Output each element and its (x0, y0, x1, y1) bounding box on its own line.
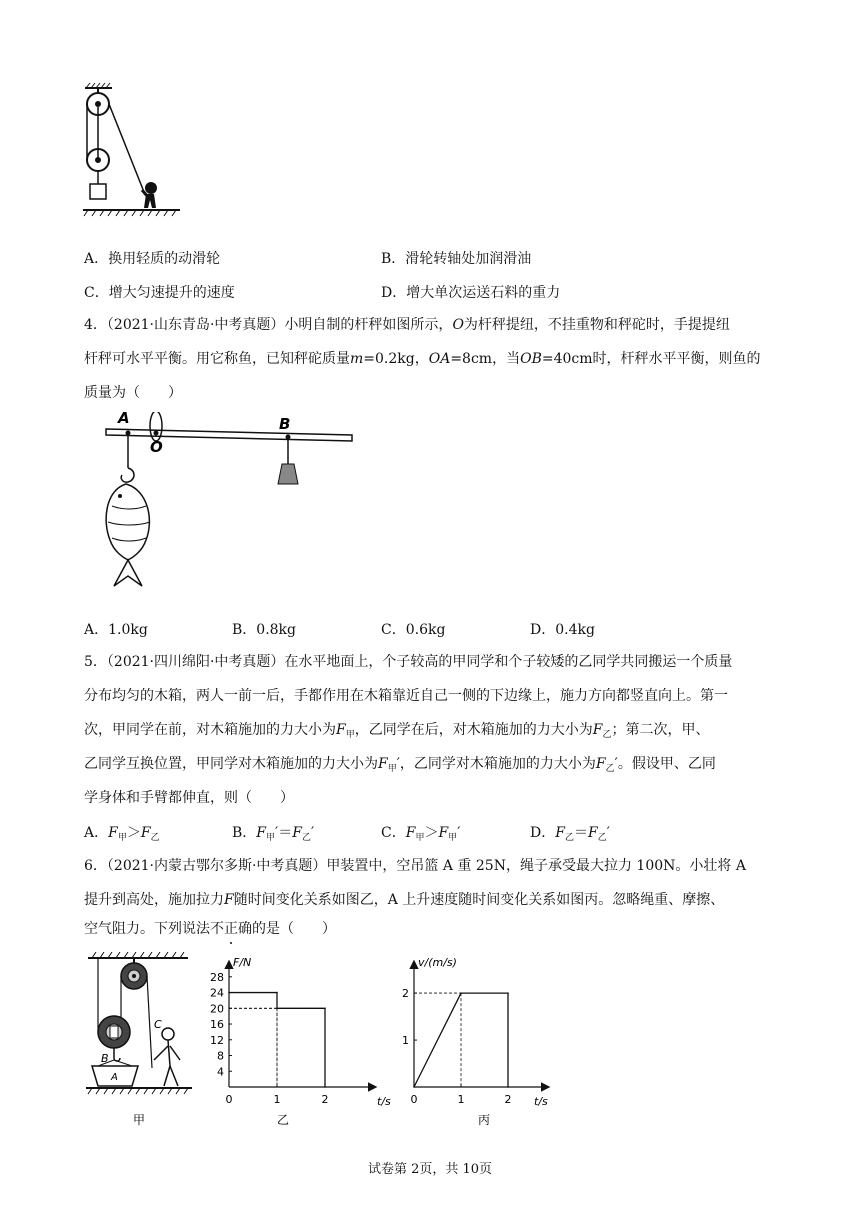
q4-stem-line-2: 杆秤可水平平衡。用它称鱼，已知秤砣质量m=0.2kg，OA=8cm，当OB=40cm时，杆秤水平平衡，则鱼的 (84, 351, 761, 367)
y-tick-label: 20 (210, 1002, 224, 1016)
y-axis-label: v/(m/s) (418, 956, 457, 969)
q5-stem-line-1: 5．（2021·四川绵阳·中考真题）在水平地面上，个子较高的甲同学和个子较矮的乙同学共同搬运一个质量 (84, 654, 733, 670)
data-point (507, 992, 509, 994)
emphasis-dots: 不正确 (210, 921, 252, 937)
q4-option-d[interactable]: D．0.4kg (530, 622, 595, 638)
q4-option-c[interactable]: C．0.6kg (381, 622, 446, 638)
q4-stem-line-1: 4．（2021·山东青岛·中考真题）小明自制的杆秤如图所示，O为杆秤提纽，不挂重物和秤砣时，手提提纽 (84, 317, 730, 333)
option-text: 增大单次运送石料的重力 (406, 285, 561, 301)
data-point (324, 1086, 326, 1088)
data-point (228, 992, 230, 994)
label-o: O (150, 438, 163, 456)
q4-option-b[interactable]: B．0.8kg (232, 622, 297, 638)
q4-option-a[interactable]: A．1.0kg (84, 622, 148, 638)
q5-option-a[interactable]: A．$F_甲>F_乙$ (84, 825, 160, 843)
caption-jia: 甲 (132, 1113, 146, 1127)
q6-figure-jia (84, 952, 194, 1130)
option-text: 滑轮转轴处加润滑油 (405, 251, 532, 267)
y-tick-label: 16 (210, 1018, 224, 1032)
x-tick-label: 1 (457, 1093, 465, 1106)
q5-stem-line-3: 次，甲同学在前，对木箱施加的力大小为$F_甲$，乙同学在后，对木箱施加的力大小为$F_乙$；第二次，甲、 (84, 722, 710, 740)
q6-stem-line-3: 空气阻力。下列说法不正确的是（ ） (84, 921, 336, 937)
data-point (276, 1007, 278, 1009)
data-point (413, 1086, 415, 1088)
q5-stem-line-5: 学身体和手臂都伸直，则（ ） (84, 790, 294, 806)
q6-chart-yi (205, 950, 405, 1132)
q4-stem-line-3: 质量为（ ） (84, 385, 182, 401)
q3-option-b[interactable] (381, 249, 531, 269)
x-tick-label: 1 (273, 1093, 281, 1106)
caption-bing: 丙 (477, 1113, 491, 1127)
label-a: A (118, 412, 130, 427)
q6-stem-line-2: 提升到高处，施加拉力F随时间变化关系如图乙，A 上升速度随时间变化关系如图丙。忽略绳重、摩擦、 (84, 892, 725, 908)
data-point (507, 1086, 509, 1088)
option-key: A． (84, 251, 109, 267)
q5-option-d[interactable]: D．$F_乙=F_乙'$ (530, 825, 610, 843)
y-tick-label: 4 (217, 1065, 224, 1079)
label-c: C (154, 1018, 162, 1031)
page-footer: 试卷第 2页，共 10页 (367, 1162, 493, 1177)
data-point (460, 992, 462, 994)
x-tick-label: 2 (321, 1093, 329, 1106)
data-point (276, 992, 278, 994)
q6-chart-bing (390, 950, 590, 1132)
y-tick-label: 12 (210, 1033, 224, 1047)
y-tick-label: 28 (210, 970, 224, 984)
q6-stem-line-1: 6．（2021·内蒙古鄂尔多斯·中考真题）甲装置中，空吊篮 A 重 25N，绳子承受最大拉力 100N。小壮将 A (84, 858, 746, 874)
x-tick-label: 0 (225, 1093, 233, 1106)
label-b: B (279, 415, 291, 433)
q5-option-c[interactable]: C．$F_甲>F_甲'$ (381, 825, 461, 843)
y-tick-label: 1 (402, 1034, 409, 1048)
q5-stem-line-2: 分布均匀的木箱，两人一前一后，手都作用在木箱靠近自己一侧的下边缘上，施力方向都竖直向上。第一 (84, 688, 728, 704)
x-tick-label: 0 (410, 1093, 418, 1106)
q3-option-c[interactable] (84, 283, 235, 303)
option-key: C． (84, 285, 109, 301)
q3-option-a[interactable] (84, 249, 220, 269)
steelyard-figure (84, 412, 359, 594)
q3-option-d[interactable] (381, 283, 560, 303)
q5-option-b[interactable]: B．$F_甲'=F_乙'$ (232, 825, 315, 843)
q5-stem-line-4: 乙同学互换位置，甲同学对木箱施加的力大小为$F_甲'$，乙同学对木箱施加的力大小为$F_乙'$。假设甲、乙同 (84, 756, 716, 774)
option-text: 增大匀速提升的速度 (108, 285, 235, 301)
data-point (324, 1007, 326, 1009)
y-tick-label: 24 (210, 986, 224, 1000)
label-a: A (111, 1072, 118, 1083)
option-key: D． (381, 285, 407, 301)
y-tick-label: 2 (402, 987, 409, 1001)
x-axis-label: t/s (534, 1095, 548, 1108)
pulley-figure (80, 80, 190, 240)
option-key: B． (381, 251, 406, 267)
y-axis-label: F/N (233, 956, 252, 969)
option-text: 换用轻质的动滑轮 (108, 251, 221, 267)
caption-yi: 乙 (276, 1113, 290, 1127)
y-tick-label: 8 (217, 1049, 224, 1063)
x-tick-label: 2 (504, 1093, 512, 1106)
x-axis-label: t/s (377, 1095, 391, 1108)
label-b: B (101, 1052, 109, 1065)
